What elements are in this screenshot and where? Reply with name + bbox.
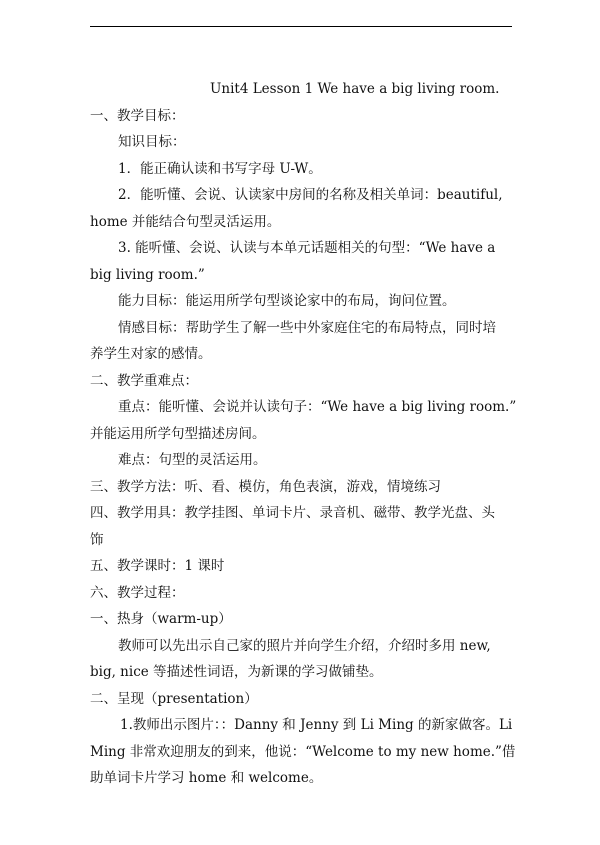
section-heading-class-hours: 五、教学课时：1 课时 xyxy=(90,558,225,574)
objective-item-1: 1．能正确认读和书写字母 U-W。 xyxy=(118,160,322,177)
presentation-paragraph: 1.教师出示图片：：Danny 和 Jenny 到 Li Ming 的新家做客。Li xyxy=(120,717,513,733)
section-heading-teaching-aids: 四、教学用具：教学挂图、单词卡片、录音机、磁带、教学光盘、头 xyxy=(90,505,495,521)
objective-item-3-continued: big living room.” xyxy=(90,266,205,283)
difficult-point: 难点：句型的灵活运用。 xyxy=(118,452,267,468)
objective-item-3: 3. 能听懂、会说、认读与本单元话题相关的句型：“We have a xyxy=(118,240,496,256)
objective-item-2-continued: home 并能结合句型灵活运用。 xyxy=(90,213,281,230)
presentation-paragraph-end: 助单词卡片学习 home 和 welcome。 xyxy=(90,770,323,786)
ability-objective: 能力目标：能运用所学句型谈论家中的布局，询问位置。 xyxy=(118,293,456,309)
header-rule xyxy=(90,26,512,27)
warm-up-paragraph: 教师可以先出示自己家的照片并向学生介绍，介绍时多用 new, xyxy=(118,637,491,654)
section-heading-procedure: 六、教学过程： xyxy=(90,584,185,601)
emotional-objective: 情感目标：帮助学生了解一些中外家庭住宅的布局特点，同时培 xyxy=(118,319,496,336)
key-point: 重点：能听懂、会说并认读句子：“We have a big living room.” xyxy=(118,399,517,415)
section-heading-methods: 三、教学方法：听、看、模仿，角色表演，游戏，情境练习 xyxy=(90,478,441,495)
step-heading-presentation: 二、呈现（presentation） xyxy=(90,690,258,707)
teaching-aids-continued: 饰 xyxy=(90,531,104,548)
emotional-objective-continued: 养学生对家的感情。 xyxy=(90,346,212,362)
objective-item-2: 2．能听懂、会说、认读家中房间的名称及相关单词：beautiful, xyxy=(118,187,503,203)
presentation-paragraph-continued: Ming 非常欢迎朋友的到来，他说：“Welcome to my new home.”借 xyxy=(90,743,516,760)
warm-up-paragraph-continued: big, nice 等描述性词语，为新课的学习做铺垫。 xyxy=(90,664,383,680)
step-heading-warm-up: 一、热身（warm-up） xyxy=(90,611,232,627)
key-point-continued: 并能运用所学句型描述房间。 xyxy=(90,425,266,442)
subheading-knowledge-objectives: 知识目标： xyxy=(118,134,186,150)
lesson-plan-document xyxy=(90,76,516,792)
document-title: Unit4 Lesson 1 We have a big living room. xyxy=(210,81,500,97)
section-heading-key-points: 二、教学重难点： xyxy=(90,372,198,389)
section-heading-objectives: 一、教学目标： xyxy=(90,107,185,124)
